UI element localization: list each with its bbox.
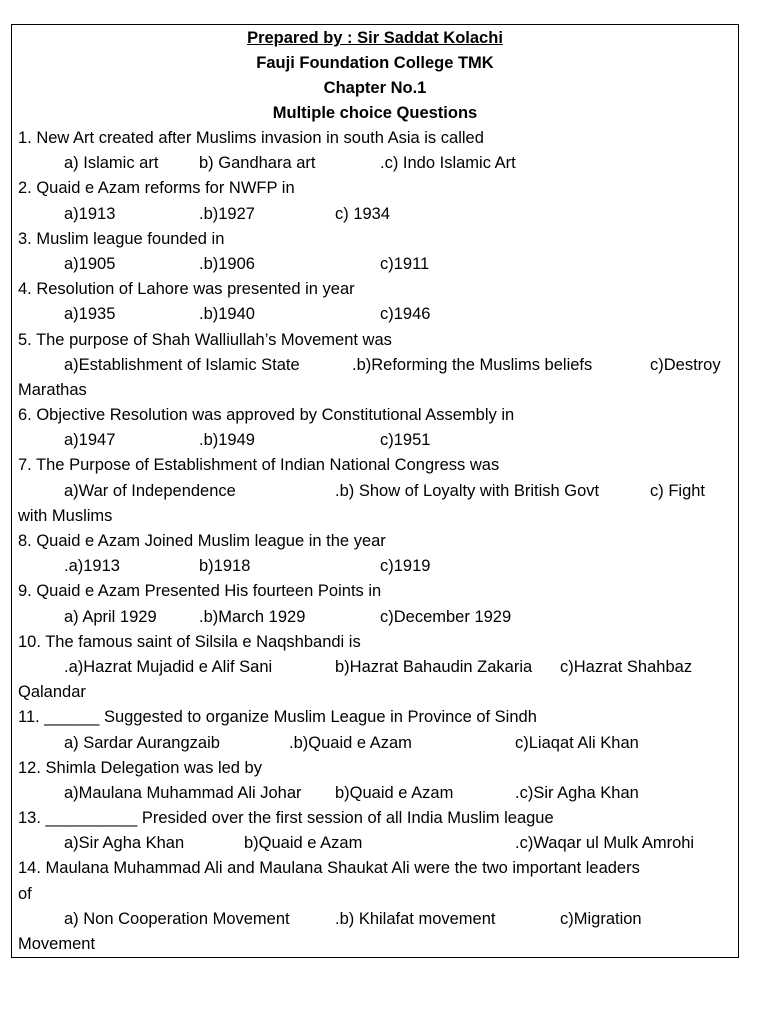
question-6: 6. Objective Resolution was approved by Constitutional Assembly in — [18, 406, 515, 425]
question-3: 3. Muslim league founded in — [18, 229, 225, 248]
question-7: 7. The Purpose of Establishment of Indian National Congress was — [18, 456, 500, 475]
question-2-option-c: c) 1934 — [335, 204, 391, 223]
question-13-option-c: .c)Waqar ul Mulk Amrohi — [515, 834, 695, 853]
question-7-options — [12, 479, 738, 504]
question-11: 11. ______ Suggested to organize Muslim League in Province of Sindh — [18, 708, 537, 727]
question-12-options — [12, 781, 738, 806]
question-9: 9. Quaid e Azam Presented His fourteen Points in — [18, 582, 382, 601]
question-14-text-continuation: of — [18, 884, 32, 903]
worksheet-box — [11, 24, 739, 958]
question-11-option-c: c)Liaqat Ali Khan — [515, 733, 639, 752]
question-14-option-b: .b) Khilafat movement — [335, 909, 496, 928]
question-3-options — [12, 252, 738, 277]
question-11-option-a: a) Sardar Aurangzaib — [64, 733, 220, 752]
question-1-option-a: a) Islamic art — [64, 154, 159, 173]
question-1-option-b: b) Gandhara art — [199, 154, 316, 173]
question-7-option-a: a)War of Independence — [64, 481, 236, 500]
question-12-option-a: a)Maulana Muhammad Ali Johar — [64, 783, 302, 802]
question-3-option-a: a)1905 — [64, 254, 116, 273]
college-title: Fauji Foundation College TMK — [256, 54, 494, 72]
question-12-option-b: b)Quaid e Azam — [335, 783, 454, 802]
question-13-option-a: a)Sir Agha Khan — [64, 834, 185, 853]
question-12: 12. Shimla Delegation was led by — [18, 758, 262, 777]
question-3-option-c: c)1911 — [380, 254, 430, 273]
question-8-option-c: c)1919 — [380, 557, 431, 576]
question-14: 14. Maulana Muhammad Ali and Maulana Shaukat Ali were the two important leaders — [18, 859, 640, 878]
question-6-option-c: c)1951 — [380, 431, 431, 450]
question-5-option-c: c)Destroy — [650, 355, 721, 374]
question-9-option-b: .b)March 1929 — [199, 607, 306, 626]
question-9-option-c: c)December 1929 — [380, 607, 512, 626]
question-1-options — [12, 151, 738, 176]
question-5: 5. The purpose of Shah Walliullah’s Movement was — [18, 330, 392, 349]
question-4: 4. Resolution of Lahore was presented in year — [18, 280, 355, 299]
question-4-option-a: a)1935 — [64, 305, 116, 324]
question-14-options — [12, 907, 738, 932]
question-10-continuation: Qalandar — [18, 683, 86, 702]
question-10: 10. The famous saint of Silsila e Naqshbandi is — [18, 632, 361, 651]
prepared-by-text: Prepared by : Sir Saddat Kolachi — [247, 29, 503, 47]
question-14-option-c: c)Migration — [560, 909, 642, 928]
question-5-continuation: Marathas — [18, 380, 87, 399]
question-6-option-b: .b)1949 — [199, 431, 255, 450]
question-14-continuation: Movement — [18, 935, 96, 953]
question-14-option-a: a) Non Cooperation Movement — [64, 909, 290, 928]
question-6-options — [12, 428, 738, 453]
question-4-option-b: .b)1940 — [199, 305, 255, 324]
question-10-option-c: c)Hazrat Shahbaz — [560, 657, 693, 676]
question-2-option-a: a)1913 — [64, 204, 116, 223]
question-6-option-a: a)1947 — [64, 431, 116, 450]
question-5-option-a: a)Establishment of Islamic State — [64, 355, 300, 374]
question-8-options — [12, 554, 738, 579]
question-9-option-a: a) April 1929 — [64, 607, 157, 626]
question-8-option-b: b)1918 — [199, 557, 251, 576]
chapter-title: Chapter No.1 — [323, 79, 427, 97]
question-5-option-b: .b)Reforming the Muslims beliefs — [352, 355, 593, 374]
question-13-option-b: b)Quaid e Azam — [244, 834, 363, 853]
question-7-continuation: with Muslims — [18, 506, 113, 525]
question-4-option-c: c)1946 — [380, 305, 431, 324]
question-10-options — [12, 655, 738, 680]
question-2-options — [12, 202, 738, 227]
question-2: 2. Quaid e Azam reforms for NWFP in — [18, 179, 295, 198]
question-13-options — [12, 831, 738, 856]
prepared-by-line — [12, 26, 738, 51]
question-12-option-c: .c)Sir Agha Khan — [515, 783, 639, 802]
question-8: 8. Quaid e Azam Joined Muslim league in the year — [18, 532, 386, 550]
question-10-option-a: .a)Hazrat Mujadid e Alif Sani — [64, 657, 273, 676]
question-5-options — [12, 353, 738, 378]
question-11-option-b: .b)Quaid e Azam — [289, 733, 412, 752]
question-10-option-b: b)Hazrat Bahaudin Zakaria — [335, 657, 533, 676]
question-3-option-b: .b)1906 — [199, 254, 255, 273]
section-title: Multiple choice Questions — [272, 104, 478, 122]
question-2-option-b: .b)1927 — [199, 204, 255, 223]
question-9-options — [12, 605, 738, 630]
question-13: 13. __________ Presided over the first session of all India Muslim league — [18, 809, 554, 828]
question-11-options — [12, 731, 738, 756]
question-7-option-c: c) Fight — [650, 481, 706, 500]
question-7-option-b: .b) Show of Loyalty with British Govt — [335, 481, 600, 500]
question-1: 1. New Art created after Muslims invasion in south Asia is called — [18, 129, 484, 147]
question-1-option-c: .c) Indo Islamic Art — [380, 154, 516, 173]
question-4-options — [12, 302, 738, 327]
question-8-option-a: .a)1913 — [64, 557, 120, 576]
